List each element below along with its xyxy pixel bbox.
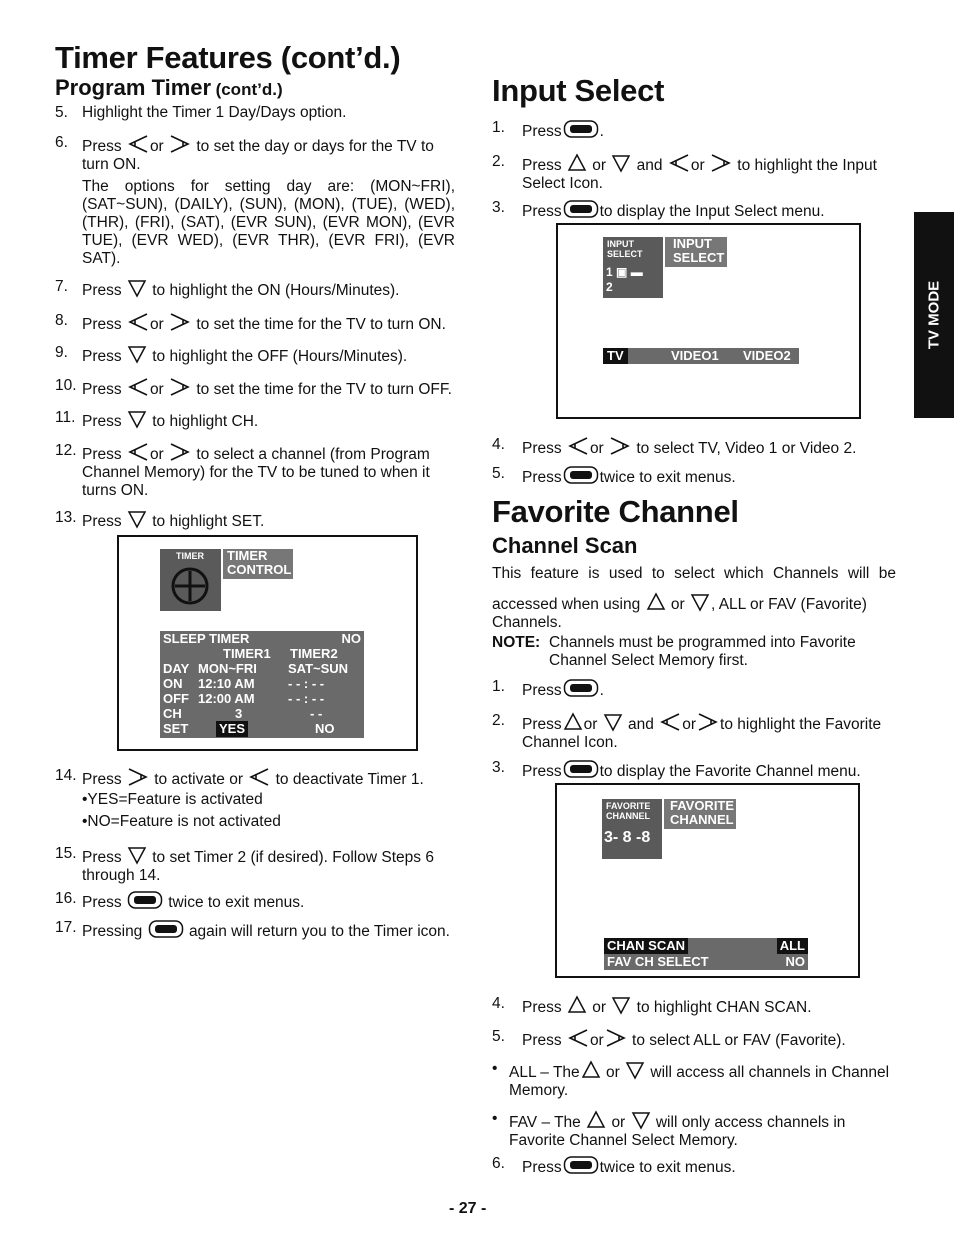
- vol-left-icon: [127, 134, 149, 154]
- tv-mode-tab: [914, 212, 954, 418]
- vol-left-icon: [567, 1028, 589, 1048]
- ch-up-icon: [567, 995, 587, 1015]
- on-timer1: 12:10 AM: [198, 676, 255, 691]
- timer-title-1: TIMER: [227, 548, 268, 563]
- favorite-channel-title: Favorite Channel: [492, 494, 739, 529]
- vol-right-icon: [697, 712, 719, 732]
- on-label: ON: [163, 676, 183, 691]
- action-button-icon: [563, 678, 599, 698]
- day-options: The options for setting day are: (MON~FRI), (SAT~SUN), (DAILY), (SUN), (MON), (TUE), (WED), (THR), (FRI), (SAT), (EVR SUN), (EVR MON), (EVR TUE), (EVR WED), (EVR THR), (EVR FRI), (EVR SAT).: [82, 178, 455, 267]
- day-timer2: SAT~SUN: [288, 661, 349, 676]
- day-timer1: MON~FRI: [198, 661, 257, 676]
- ch-label: CH: [163, 706, 182, 721]
- timer-menu-screen: [117, 535, 418, 751]
- favorite-channel-screen: [555, 783, 860, 978]
- tv-mode-label: TV MODE: [925, 280, 943, 350]
- subtitle-small: (cont’d.): [215, 80, 283, 99]
- fav-icon-label: FAVORITE CHANNEL: [606, 801, 651, 821]
- left-subtitle: [55, 77, 283, 100]
- timer-label: TIMER: [176, 551, 204, 561]
- input-opt-tv[interactable]: TV: [603, 348, 628, 364]
- action-button-icon: [148, 919, 184, 939]
- input-opt-video2[interactable]: VIDEO2: [743, 348, 791, 363]
- input-title-2: SELECT: [673, 250, 725, 265]
- chan-scan-value[interactable]: ALL: [777, 938, 808, 954]
- bullet-dot: •: [492, 1110, 498, 1127]
- fav-ch-select-label[interactable]: FAV CH SELECT: [607, 954, 709, 969]
- chan-scan-label[interactable]: CHAN SCAN: [604, 938, 688, 954]
- page-number: - 27 -: [449, 1200, 487, 1217]
- ch-down-icon: [631, 1110, 651, 1130]
- bullet-no: •NO=Feature is not activated: [82, 813, 281, 830]
- ch-down-icon: [625, 1060, 645, 1080]
- set-timer1: YES: [216, 721, 248, 737]
- clock-icon: [170, 566, 210, 606]
- action-button-icon: [563, 1155, 599, 1175]
- note-text: Channels must be programmed into Favorite Channel Select Memory first.: [549, 634, 856, 669]
- vol-left-icon: [127, 442, 149, 462]
- ch-up-icon: [567, 153, 587, 173]
- ch-down-icon: [127, 845, 147, 865]
- timer-title-2: CONTROL: [227, 562, 292, 577]
- fav-ch-select-value[interactable]: NO: [785, 954, 805, 969]
- input-icon-box: [603, 237, 663, 298]
- input-title-1: INPUT: [673, 236, 712, 251]
- ch-up-icon: [563, 712, 583, 732]
- ch-down-icon: [127, 344, 147, 364]
- vol-left-icon: [668, 153, 690, 173]
- action-button-icon: [563, 465, 599, 485]
- ch-down-icon: [127, 278, 147, 298]
- ch-down-icon: [127, 409, 147, 429]
- day-label: DAY: [163, 661, 190, 676]
- vol-right-icon: [710, 153, 732, 173]
- ch-up-icon: [581, 1060, 601, 1080]
- action-button-icon: [563, 119, 599, 139]
- off-timer1: 12:00 AM: [198, 691, 255, 706]
- input-title-box: [665, 237, 727, 267]
- vol-left-icon: [659, 712, 681, 732]
- vol-left-icon: [127, 312, 149, 332]
- action-button-icon: [127, 890, 163, 910]
- input-icon-2: 2: [606, 280, 613, 294]
- ch-timer2: - -: [310, 706, 323, 721]
- sleep-timer-label: SLEEP TIMER: [163, 631, 250, 646]
- ch-down-icon: [611, 153, 631, 173]
- ch-down-icon: [603, 712, 623, 732]
- vol-right-icon: [605, 1028, 627, 1048]
- ch-up-icon: [586, 1110, 606, 1130]
- fav-options-table: [604, 938, 808, 970]
- vol-right-icon: [169, 377, 191, 397]
- vol-left-icon: [127, 377, 149, 397]
- ch-up-icon: [646, 592, 666, 612]
- timer2-header: TIMER2: [290, 646, 338, 661]
- vol-right-icon: [127, 767, 149, 787]
- input-options-row: [603, 348, 799, 364]
- vol-left-icon: [248, 767, 270, 787]
- ch-down-icon: [611, 995, 631, 1015]
- vol-left-icon: [567, 436, 589, 456]
- vol-right-icon: [169, 312, 191, 332]
- input-select-title: Input Select: [492, 73, 665, 108]
- action-button-icon: [563, 759, 599, 779]
- sleep-timer-value: NO: [341, 631, 361, 646]
- off-timer2: - - : - -: [288, 691, 325, 706]
- fav-title-box: [664, 799, 736, 829]
- fav-title-1: FAVORITE: [670, 798, 735, 813]
- input-opt-video1[interactable]: VIDEO1: [671, 348, 719, 363]
- fav-icon-box: [602, 799, 662, 859]
- intro-line-2: accessed when using or , ALL or FAV (Favorite) Channels.: [492, 592, 900, 632]
- action-button-icon: [563, 199, 599, 219]
- timer-title-box: [223, 549, 293, 579]
- set-label: SET: [163, 721, 189, 736]
- vol-right-icon: [609, 436, 631, 456]
- subtitle-main: Program Timer: [55, 75, 212, 100]
- timer-settings-table: [160, 631, 364, 738]
- vol-right-icon: [169, 134, 191, 154]
- intro-line-1: This feature is used to select which Channels will be: [492, 565, 896, 582]
- timer-icon-box: [160, 549, 221, 611]
- on-timer2: - - : - -: [288, 676, 325, 691]
- input-icon-label: INPUT SELECT: [607, 239, 643, 259]
- fav-icon-digits: 3- 8 -8: [604, 829, 651, 846]
- channel-scan-subtitle: Channel Scan: [492, 533, 638, 558]
- bullet-yes: •YES=Feature is activated: [82, 791, 263, 808]
- left-title: Timer Features (cont’d.): [55, 40, 401, 75]
- input-select-screen: [556, 223, 861, 419]
- vol-right-icon: [169, 442, 191, 462]
- note-label: NOTE:: [492, 634, 541, 651]
- bullet-dot: •: [492, 1060, 498, 1077]
- ch-timer1: 3: [235, 706, 243, 721]
- fav-title-2: CHANNEL: [670, 812, 734, 827]
- input-icon-1: 1 ▣ ▬: [606, 265, 643, 279]
- off-label: OFF: [163, 691, 189, 706]
- ch-down-icon: [690, 592, 710, 612]
- set-timer2: NO: [315, 721, 335, 736]
- timer1-header: TIMER1: [223, 646, 271, 661]
- ch-down-icon: [127, 509, 147, 529]
